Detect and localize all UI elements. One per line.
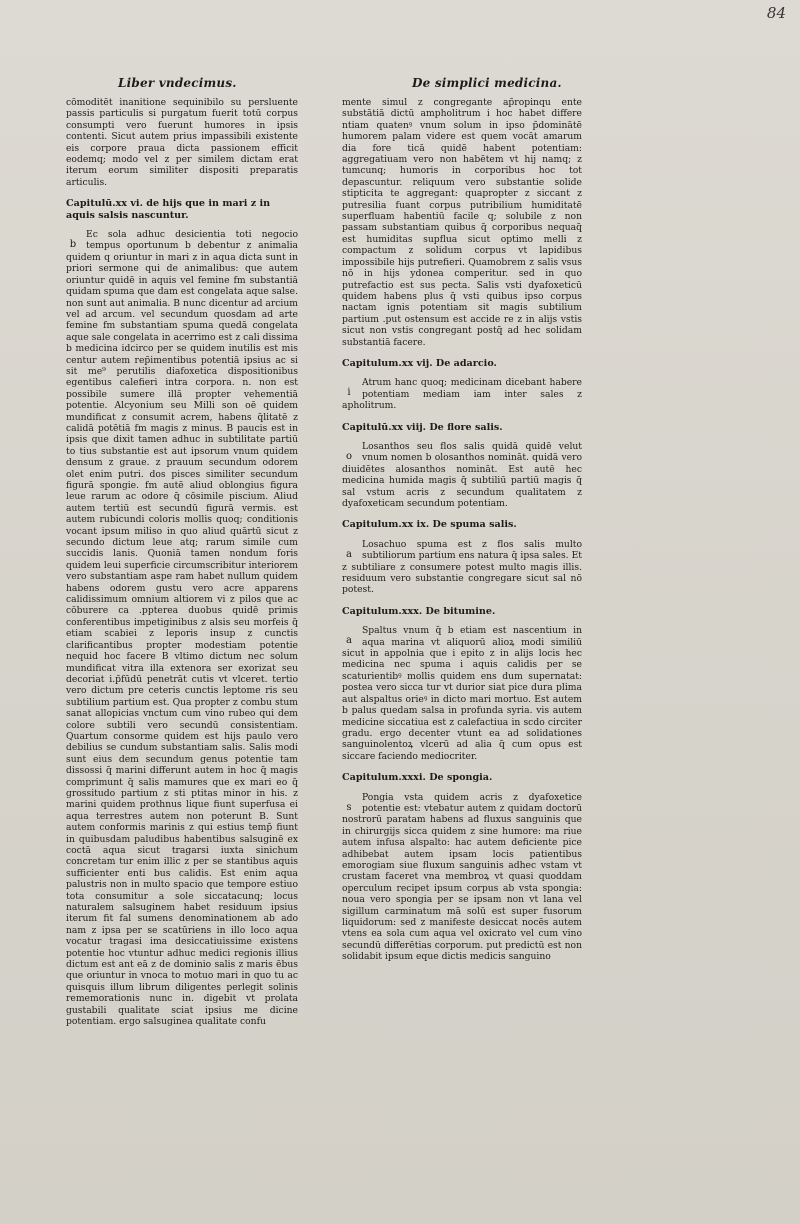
chapter-heading: Capitulum.xx vij. De adarcio. [342,357,497,369]
paragraph: Spaltus vnum q̄ b etiam est nascentium in aqua marina vt aliquorū alioꝝ modi similiū sicut in appolnia que i epito z in alijs locis hec medicina nec spuma i aquis calidis per se scaturientibꝰ mollis quidem ens dum supernatat: postea vero sicca tur vt durior siat pice dura plima aut alspaltus orieꝰ in dicto mari mortuo. Est autem b palus quedam salsa in profunda syria. vis autem medicine siccatiua est z calefactiua in scdo circiter gradu. ergo decenter vtunt ea ad solidationes sanguinolentoꝝ vlcerū ad alia q̄ cum opus est siccare faciendo mediocriter. [342,625,582,762]
paragraph: Atrum hanc quoq; medicinam dicebant habere potentiam mediam iam inter sales z apholitrum. [342,377,582,412]
running-head-left: Liber vndecimus. [118,76,237,90]
guide-letter: s [346,801,352,813]
paragraph: Losachuo spuma est z flos salis multo subtiliorum partium ens natura q̄ ipsa sales. Et z subtiliare z consumere potest multo magis illis. residuum vero substantie congregare sicut sal nō potest. [342,538,582,596]
paragraph: Pongia vsta quidem acris z dyafoxetice potentie est: vtebatur autem z quidam doctorū nostrorū paratam habens ad fluxus sanguinis que in chirurgijs sicca quidem z sine humore: ma riue autem infusa alspalto: hac autem deficiente pice adhibebat autem ipsam locis patientibus emorogiam siue fluxum sanguinis adhec vstam vt crustam faceret vna membroꝝ vt quasi quoddam operculum recipet ipsum corpus ab vsta spongia: noua vero spongia per se ipsam non vt lana vel sigillum carminatum mā solū est super fusorum liquidorum: sed z manifeste desiccat nocēs autem vtens ea sola cum aqua vel oxicrato vel cum vino secundū differētias corporum. put predictū est non solidabit ipsum eque dictis medicis sanguino [342,791,582,963]
guide-letter: b [69,239,77,251]
paragraph-block [342,441,582,509]
guide-letter: o [345,450,353,462]
chapter-heading: Capitulum.xx ix. De spuma salis. [342,519,517,531]
chapter-heading: Capitulum.xxx. De bitumine. [342,605,496,617]
paragraph: mente simul z congregante ap̄ropinqu ente substātiā dictū ampholitrum i hoc habet differe ntiam quatenꝰ vnum solum in ipso p̄dominātē humorem palam videre est quem vocāt amarum dia fore ticā quidē habent potentiam: aggregatiuam vero non habētem vt hij namq; z tumcunq; humoris in corporibus hoc tot depascuntur. reliquum vero substantie solide stipticita te aggregant: quapropter z siccant z putresilia fuant corpus putribilium humiditatē superfluam habentiū facile q; solubile z non passam substantiam quibus q̄ corporibus nequaq̄ est humiditas supflua sicut optimo melli z compactum z solidum corpus vt lapidibus impossibile hijs putrefieri. Quamobrem z salis vsus nō in hijs ydonea comperitur. sed in quo putrefactio est sus pecta. Salis vsti dyafoxeticū quidem habens plus q̄ vsti quibus ipso corpus nactam ignis potentiam sit magis subtilium partium .put ostensum est accide re z in alijs vstis sicut non vstis congregant postq̄ ad hec solidam substantiā facere. [342,97,582,348]
paragraph-block [342,539,582,596]
paragraph-block [342,377,582,411]
running-head-right: De simplici medicina. [412,76,562,90]
right-column [342,97,582,969]
paragraph: cōmoditēt inanitione sequinibilo su persluente passis particulis si purgatum fuerit totū corpus consumpti vero fuerunt humores in ipsis contenti. Sicut autem prius impassibili existente eis corpore praua dicta passionem efficit eodemq; modo vel z per similem dictam erat iterum eorum similiter dispositi preparatis articulis. [66,97,298,188]
folio-number: 84 [766,4,786,22]
guide-letter: a [346,548,352,560]
paragraph-block [342,792,582,963]
chapter-heading: Capitulū.xx viij. De flore salis. [342,421,503,433]
paragraph: Losanthos seu flos salis quidā quidē velut vnum nomen b olosanthos nomināt. quidā vero diuidētes alosanthos nomināt. Est autē hec medicina humida magis q̄ subtiliū partiū magis q̄ sal vstum acris z secundum qualitatem z dyafoxeticam secundum potentiam. [342,440,582,509]
left-column [66,97,298,1034]
paragraph-block [342,625,582,762]
chapter-heading: Capitulum.xxxi. De spongia. [342,772,493,784]
paragraph-block [66,229,298,1027]
paragraph: Ec sola adhuc desicientia toti negocio tempus oportunum b debentur z animalia quidem q oriuntur in mari z in aqua dicta sunt in priori sermone qui de animalibus: que autem oriuntur quidē in aquis vel femine fm substantiā quidam spuma que dam est congelata aque salse. non sunt aut animalia. B nunc dicentur ad arcium vel ad arcum. vel secundum quosdam ad arte femine fm substantiam spuma quedā congelata aque sale congelata in acerrimo est z cali dissima b medicina idcirco per se quidem inutilis est mis centur autem rep̄imentibus potentiā ipsius ac si sit me⁹ perutilis diafoxetica dispositionibus egentibus calefieri intra corpora. n. non est possibile sumere illā propter vehementiā potentie. Alcyonium seu Milli son oē quidem mundificat z consumit acrem, habens q̄litatē z calidā potētiā fm magis z minus. B paucis est in ipsis que dixit tamen adhuc in subtilitate partiū to tius substantie est aut ipsorum vnum quidem densum z graue. z prauum secundum odorem olet enim putri. dos pisces similiter secundum figurā spongie. fm autē aliud oblongius figura leue rarum ac odore q̄ cōsimile piscium. Aliud autem tertiū est secundū figurā vermis. est autem rubicundi coloris mollis quoq; conditionis vocant ipsum miliso in quo aliud quārtū sicut z secundo dictum leue atq; rarum simile cum succidis lanis. Quoniā tamen nondum foris quidem leui superficie circumscribitur interiorem vero substantiam aspe ram habet nullum quidem habens odorem gustu vero acre apparens calidissimum omnium altiorem vi z pilos que ac cōburere ca .ppterea duobus quidē primis conferentibus impetiginibus z alsis seu morfeis q̄ etiam scabiei z leporis insup z cunctis clarificantibus propter modestiam potentie nequid hoc facere B vltimo dictum nec solum mundificat vitra illa extenora ser exorizat seu decoriat i.p̄fūdū penetrāt cutis vt vlceret. tertio vero dictum pre ceteris cunctis leptome ris seu subtilium partium est. Qua propter z combu stum sanat allopicias vnctum cum vino rubeo qui dem colore subtili vero secundū consistentiam. Quartum consorme quidem est hijs paulo vero debilius se cundum substantiam salis. Salis modi sunt eius dem secundum genus potentie tam dissossi q̄ marini differunt autem in hoc q̄ magis comprimunt q̄ salis mamures que ex mari eo q̄ grossitudo partium z sti ptitas minor in his. z marini quidem prothnus lique fiunt superfusa ei aqua terrestres autem non poterunt B. Sunt autem conformis marinis z qui estius temp̄ fiunt in quibusdam paludibus habentibus salsuginē ex coctā aqua sicut tragarsi iuxta sinichum concretam tur enim illic z per se stantibus aquis sufficienter enti bus calidis. Est enim aqua palustris non in multo spacio que tempore estiuo tota consumitur a sole siccatacunq; locus naturalem salsuginem habet residuum ipsius iterum fit fal sumens denominationem ab ado nam z ipsa per se scatūriens in illo loco aqua vocatur tragasi ima desiccatiuissime existens potentie hoc vtuntur adhuc medici regionis illius dictum est ant eā z de dominio salis z maris ēbus que oriuntur in vnoca to motuo mari in quo tu ac quisquis illum librum diligentes perlegit solinis rememorationis nunc in. digebit vt prolata gustabili qualitate sciat ipsius me dicine potentiam. ergo salsuginea qualitate confu [66,229,298,1028]
guide-letter: i [347,387,351,399]
chapter-heading: Capitulū.xx vi. de hijs que in mari z in aquis salsis nascuntur. [66,198,271,221]
guide-letter: a [346,635,352,647]
